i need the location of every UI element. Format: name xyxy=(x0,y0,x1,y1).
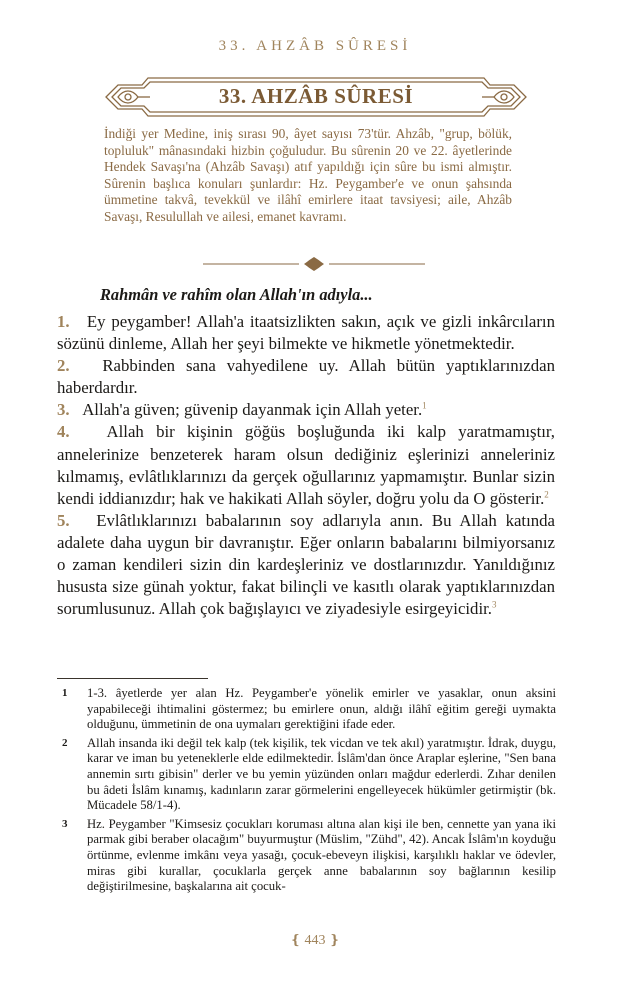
verse-text: Allah bir kişinin göğüs boşluğunda iki kalp yaratmamıştır, annelerinize benzeterek haram olsun dediğiniz eşlerinizi anneleriniz kılmamış, evlâtlıklarınızı da gerçek oğullarınız yapmamıştır. Bunlar sizin kendi iddianızdır; hak ve hakikati Allah söyler, doğru yolu da O gösterir. xyxy=(57,422,555,508)
verse-text: Allah'a güven; güvenip dayanmak için Allah yeter. xyxy=(82,400,423,420)
verse-number: 3. xyxy=(57,400,70,420)
surah-introduction: İndiği yer Medine, iniş sırası 90, âyet sayısı 73'tür. Ahzâb, "grup, bölük, topluluk" mânasındaki hizbin çoğuludur. Bu sûrenin 20 ve 22. âyetlerinde Hendek Savaşı'na (Ahzâb Savaşı) atıf yapıldığı için sûre bu ismi almıştır. Sûrenin başlıca konuları şunlardır: Hz. Peygamber'e ve onun şahsında ümmetine takvâ, tevekkül ve ilâhî emirlere itaat tavsiyesi; aile, Ahzâb Savaşı, Resulullah ve ailesi, emanet kavramı. xyxy=(104,126,512,224)
verse-number: 1. xyxy=(57,312,70,331)
footnote-reference[interactable]: 2 xyxy=(544,489,549,500)
right-bracket-ornament-icon: ❵ xyxy=(329,932,340,947)
verse-3 xyxy=(57,399,555,421)
chapter-title-banner xyxy=(104,75,528,119)
basmala: Rahmân ve rahîm olan Allah'ın adıyla... xyxy=(100,285,373,304)
footnote-text: Hz. Peygamber "Kimsesiz çocukları koruması altına alan kişi ile ben, cennette yan yana iki parmak gibi beraber olacağım" buyurmuştur (Müslim, "Zühd", 42). Ancak İslâm'ın koyduğu örtünme, evlenme imkânı veya yasağı, çocuk-ebeveyn ilişkisi, karşılıklı haklar ve ödevler, miras gibi kurallar, çocuklarla gerçek anne babalarının soy bağlarının kesilip değiştirilmesine, başkalarına ait çocuk- xyxy=(87,816,556,894)
verse-number: 5. xyxy=(57,510,70,530)
footnote-text: 1-3. âyetlerde yer alan Hz. Peygamber'e yönelik emirler ve yasaklar, onun aksini yapabileceği ihtimalini göstermez; bu emirlere onun, aldığı ilâhî eğitim gereği uymakta olduğunu, ümmetinin de ona uymaları gerektiğini ifade eder. xyxy=(87,686,556,732)
footnote-list xyxy=(62,686,556,898)
verse-2 xyxy=(57,355,555,399)
verse-number: 2. xyxy=(57,356,70,376)
page-number-block xyxy=(0,932,630,949)
left-bracket-ornament-icon: ❴ xyxy=(290,932,301,947)
verse-text: Ey peygamber! Allah'a itaatsizlikten sakın, açık ve gizli inkârcıların sözünü dinleme, Allah her şeyi bilmekte ve hikmetle yönetmektedir. xyxy=(57,312,555,354)
page-number: 443 xyxy=(304,933,326,948)
running-head: 33. AHZÂB SÛRESİ xyxy=(218,38,412,54)
verse-4 xyxy=(57,421,555,509)
verse-text: Evlâtlıklarınızı babalarının soy adlarıyla anın. Bu Allah katında adalete daha uygun bir davranıştır. Eğer onların babalarını bilmiyorsanız o zaman kendileri sizin din kardeşleriniz ve dostlarınızdır. Yanıldığınız hususta size günah yoktur, fakat bilinçli ve kasıtlı olarak yaptıklarınızdan sorumlusunuz. Allah çok bağışlayıcı ve ziyadesiyle esirgeyicidir. xyxy=(57,510,555,619)
footnote-1 xyxy=(62,686,556,733)
verse-list xyxy=(57,311,555,620)
footnote-number: 3 xyxy=(62,817,68,830)
footnote-text: Allah insanda iki değil tek kalp (tek kişilik, tek vicdan ve tek akıl) yaratmıştır. İdrak, duygu, karar ve iman bu yeteneklerle elde edilmektedir. İslâm'dan önce Araplar eşlerine, "Sen bana annemin sırtı gibisin" derler ve bu yemin yüzünden onları mağdur ederlerdi. Zıhar denilen bu âdeti İslâm kınamış, kadınların zarar görmelerini engelleyecek hükümler getirmiştir (bk. Mücadele 58/1-4). xyxy=(87,735,556,813)
footnote-reference[interactable]: 3 xyxy=(491,599,497,610)
chapter-title: 33. AHZÂB SÛRESİ xyxy=(218,84,414,108)
verse-number: 4. xyxy=(57,422,70,442)
verse-1 xyxy=(57,311,555,355)
footnote-separator xyxy=(57,678,208,679)
footnote-number: 2 xyxy=(62,736,68,749)
verse-text: Rabbinden sana vahyedilene uy. Allah bütün yaptıklarınızdan haberdardır. xyxy=(57,356,555,398)
verse-5 xyxy=(57,510,555,620)
footnote-2 xyxy=(62,736,556,814)
ornament-divider-icon xyxy=(203,255,425,273)
footnote-3 xyxy=(62,817,556,895)
footnote-reference[interactable]: 1 xyxy=(422,400,427,411)
footnote-number: 1 xyxy=(62,687,68,699)
